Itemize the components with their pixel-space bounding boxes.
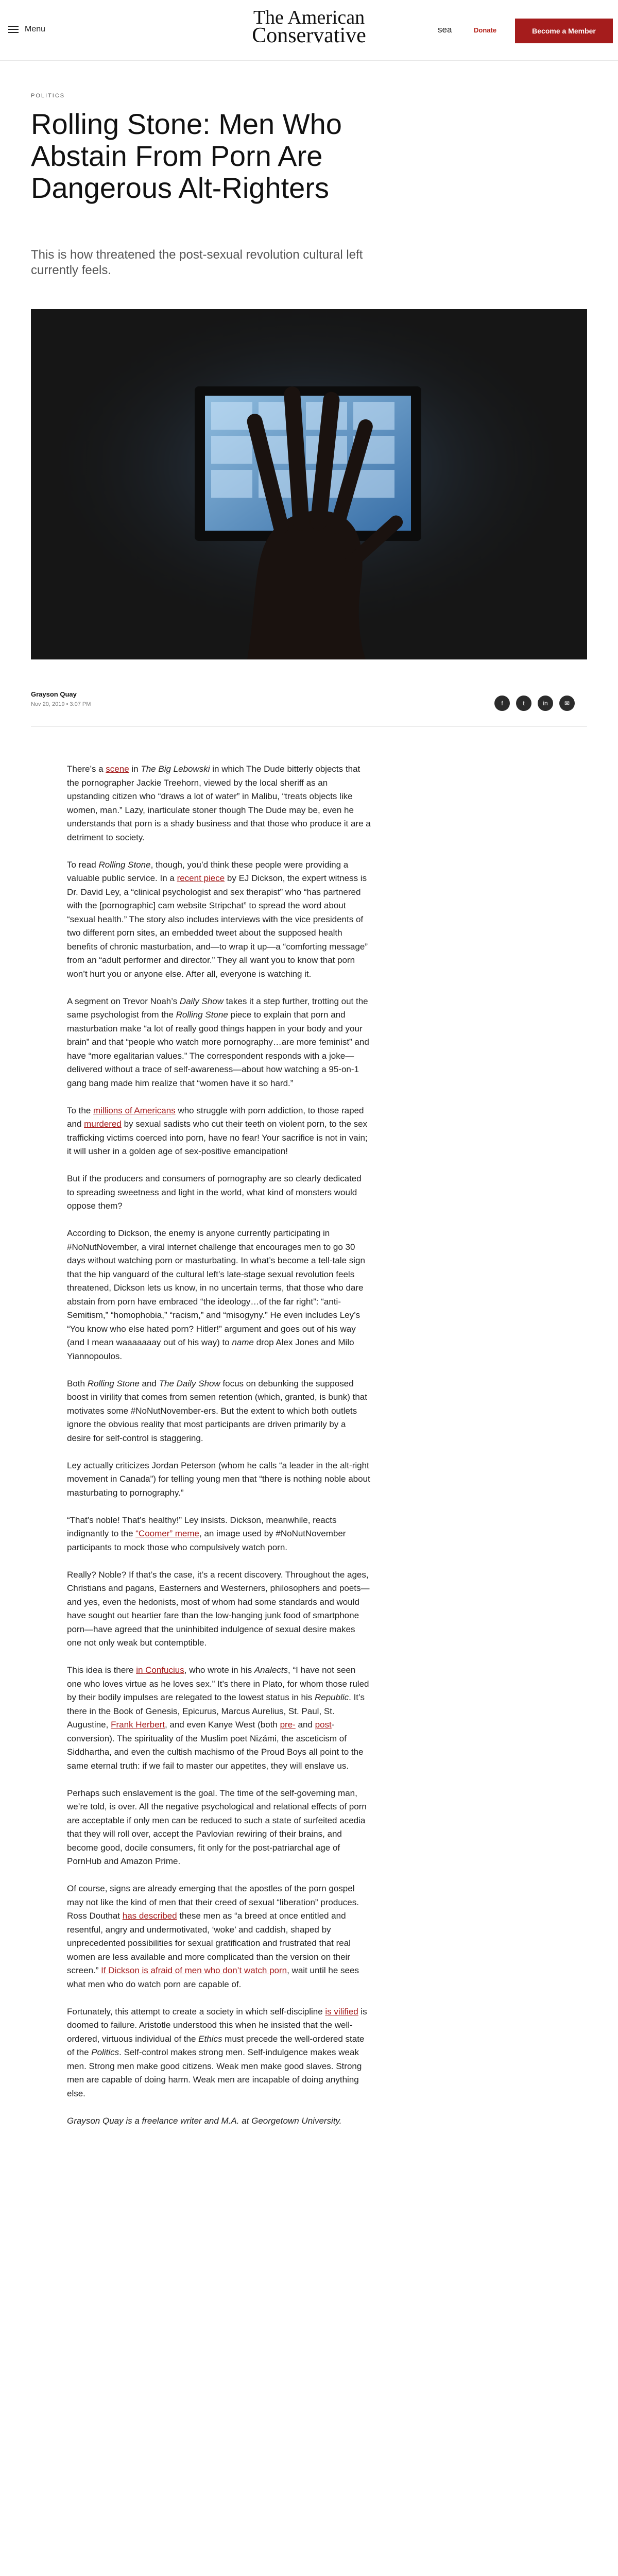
- author-name[interactable]: Grayson Quay: [31, 690, 77, 698]
- inline-link[interactable]: scene: [106, 764, 129, 774]
- paragraph-12: Perhaps such enslavement is the goal. The time of the self-governing man, we’re told, is over. All the negative psychological and relational effects of porn are acceptable if only men can be reduced to such a state of surfeited acedia that they will roll over, accept the Pavlovian rewiring of their brains, and become good, docile consumers, fit only for the post-patriarchal age of PornHub and Amazon Prime.: [67, 1788, 367, 1866]
- inline-link[interactable]: in Confucius: [136, 1665, 184, 1675]
- become-member-button[interactable]: Become a Member: [515, 19, 613, 43]
- divider: [31, 726, 587, 727]
- article-subtitle: This is how threatened the post-sexual revolution cultural left currently feels.: [31, 248, 363, 277]
- logo-line-1: The American: [253, 7, 365, 28]
- twitter-icon[interactable]: t: [516, 696, 531, 711]
- paragraph-10: Really? Noble? If that’s the case, it’s a recent discovery. Throughout the ages, Christians and pagans, Easterners and Westerners, philosophers and poets—and yes, even the hedonists, most of whom had some standards and would have sought out heartier fare than the low-hanging junk food of smartphone porn—have agreed that the uninhibited indulgence of sexual desire makes one not only weak but contemptible.: [67, 1569, 370, 1648]
- article-title: Rolling Stone: Men Who Abstain From Porn Are Dangerous Alt-Righters: [31, 108, 342, 204]
- paragraph-2: To read Rolling Stone, though, you’d think these people were providing a valuable public service. In a recent piece by EJ Dickson, the expert witness is Dr. David Ley, a “clinical psychologist and sex therapist” who “has partnered with the [pornographic] cam website Stripchat” to spread the word about “sexual health.” The story also includes interviews with the vice presidents of two different porn sites, an embedded tweet about the supposed health benefits of chronic masturbation, and—to wrap it up—a “comforting message” from an “adult performer and director.” They all want you to know that porn won’t hurt you or anyone else. After all, everyone is watching it.: [67, 859, 368, 979]
- menu-label: Menu: [25, 25, 46, 33]
- site-header: [0, 0, 618, 61]
- paragraph-9: “That’s noble! That’s healthy!” Ley insists. Dickson, meanwhile, reacts indignantly to the “Coomer” meme, an image used by #NoNutNovember participants to mock those who compulsively watch porn.: [67, 1515, 346, 1552]
- hamburger-icon: [8, 26, 19, 33]
- paragraph-1: There’s a scene in The Big Lebowski in which The Dude bitterly objects that the pornographer Jackie Treehorn, viewed by the local sheriff as an upstanding citizen who “draws a lot of water” in Malibu, “treats objects like women, man.” Lazy, inarticulate stoner though The Dude may be, even he understands that porn is a shady business and that those who produce it are a detriment to society.: [67, 764, 371, 842]
- inline-link[interactable]: “Coomer” meme: [135, 1529, 200, 1538]
- email-icon[interactable]: ✉: [559, 696, 575, 711]
- menu-button[interactable]: [8, 25, 45, 34]
- inline-link[interactable]: If Dickson is afraid of men who don’t watch porn: [101, 1965, 287, 1975]
- hero-image: [31, 309, 587, 659]
- paragraph-14: Fortunately, this attempt to create a society in which self-discipline is vilified is doomed to failure. Aristotle understood this when he insisted that the well-ordered, virtuous individual of the Ethics must precede the well-ordered state of the Politics. Self-control makes strong men. Self-indulgence makes weak men. Strong men make good citizens. Weak men make good slaves. Strong men are capable of doing harm. Weak men are incapable of doing anything else.: [67, 2006, 367, 2098]
- paragraph-13: Of course, signs are already emerging that the apostles of the porn gospel may not like the kind of men that their creed of sexual “liberation” produces. Ross Douthat has described these men as “a breed at once entitled and resentful, angry and undermotivated, ‘woke’ and caddish, shaped by unprecedented possibilities for sexual gratification and frustrated that real women are less available and more complicated than the version on their screen.” If Dickson is afraid of men who don’t watch porn, wait until he sees what men who do watch porn are capable of.: [67, 1884, 359, 1989]
- category-kicker[interactable]: POLITICS: [31, 93, 65, 99]
- paragraph-3: A segment on Trevor Noah’s Daily Show takes it a step further, trotting out the same psychologist from the Rolling Stone piece to explain that porn and masturbation make “a lot of really good things happen in your body and your brain” and that “people who watch more pornography…are more feminist” and have “more egalitarian values.” The correspondent responds with a joke—delivered without a trace of self-awareness—about how watching a 95-on-1 gang bang made him realize that “women have it so hard.”: [67, 996, 369, 1088]
- publish-date: Nov 20, 2019 • 3:07 PM: [31, 701, 91, 707]
- paragraph-11: This idea is there in Confucius, who wrote in his Analects, “I have not seen one who loves virtue as he loves sex.” It’s there in Plato, for whom those ruled by their bodily impulses are relegated to the lowest status in his Republic. It’s there in the Book of Genesis, Epicurus, Marcus Aurelius, St. Paul, St. Augustine, Frank Herbert, and even Kanye West (both pre- and post-conversion). The spirituality of the Muslim poet Nizámi, the asceticism of Siddhartha, and even the cultish machismo of the Proud Boys all point to the same eternal truth: if we fail to master our appetites, they will enslave us.: [67, 1665, 369, 1771]
- donate-link[interactable]: Donate: [474, 26, 497, 34]
- inline-link[interactable]: has described: [122, 1911, 177, 1921]
- paragraph-7: Both Rolling Stone and The Daily Show focus on debunking the supposed boost in virility that comes from semen retention (which, granted, is bunk) that motivates some #NoNutNovember-ers. But the extent to which both outlets ignore the obvious reality that most participants are driven primarily by a desire for self-control is staggering.: [67, 1378, 367, 1443]
- logo-line-2: Conservative: [252, 23, 366, 47]
- share-buttons: [494, 696, 575, 711]
- inline-link[interactable]: millions of Americans: [93, 1105, 176, 1115]
- inline-link[interactable]: Frank Herbert: [111, 1720, 165, 1730]
- linkedin-icon[interactable]: in: [538, 696, 553, 711]
- search-link[interactable]: sea: [438, 25, 452, 35]
- inline-link[interactable]: pre-: [280, 1720, 296, 1730]
- inline-link[interactable]: murdered: [84, 1119, 122, 1129]
- paragraph-8: Ley actually criticizes Jordan Peterson (whom he calls “a leader in the alt-right movement in Canada”) for telling young men that “there is nothing noble about masturbating to pornography.”: [67, 1460, 370, 1498]
- inline-link[interactable]: post: [315, 1720, 332, 1730]
- paragraph-5: But if the producers and consumers of pornography are so clearly dedicated to spreading sweetness and light in the world, what kind of monsters would oppose them?: [67, 1174, 362, 1211]
- inline-link[interactable]: is vilified: [325, 2006, 358, 2016]
- site-logo[interactable]: [216, 9, 402, 45]
- inline-link[interactable]: recent piece: [177, 873, 225, 883]
- facebook-icon[interactable]: f: [494, 696, 510, 711]
- article-body: [67, 762, 371, 2142]
- byline: [31, 690, 91, 707]
- paragraph-6: According to Dickson, the enemy is anyone currently participating in #NoNutNovember, a viral internet challenge that encourages men to go 30 days without watching porn or masturbating. In what’s become a tell-tale sign that the hip vanguard of the cultural left’s late-stage sexual revolution feels threatened, Dickson lets us know, in no uncertain terms, that those who dare abstain from porn have embraced “the ideology…of the far right”: “anti-Semitism,” “homophobia,” “racism,” and “misogyny.” He even includes Ley’s “You know who else hated porn? Hitler!” argument and goes out of his way (and I mean waaaaaaay out of his way) to name drop Alex Jones and Milo Yiannopoulos.: [67, 1228, 365, 1361]
- author-bio-line: Grayson Quay is a freelance writer and M.A. at Georgetown University.: [67, 2115, 342, 2126]
- hero-image-illustration: [31, 309, 587, 659]
- paragraph-4: To the millions of Americans who struggle with porn addiction, to those raped and murdered by sexual sadists who cut their teeth on violent porn, to the sex trafficking victims coerced into porn, have no fear! Your sacrifice is not in vain; it will usher in a golden age of sex-positive emancipation!: [67, 1105, 368, 1156]
